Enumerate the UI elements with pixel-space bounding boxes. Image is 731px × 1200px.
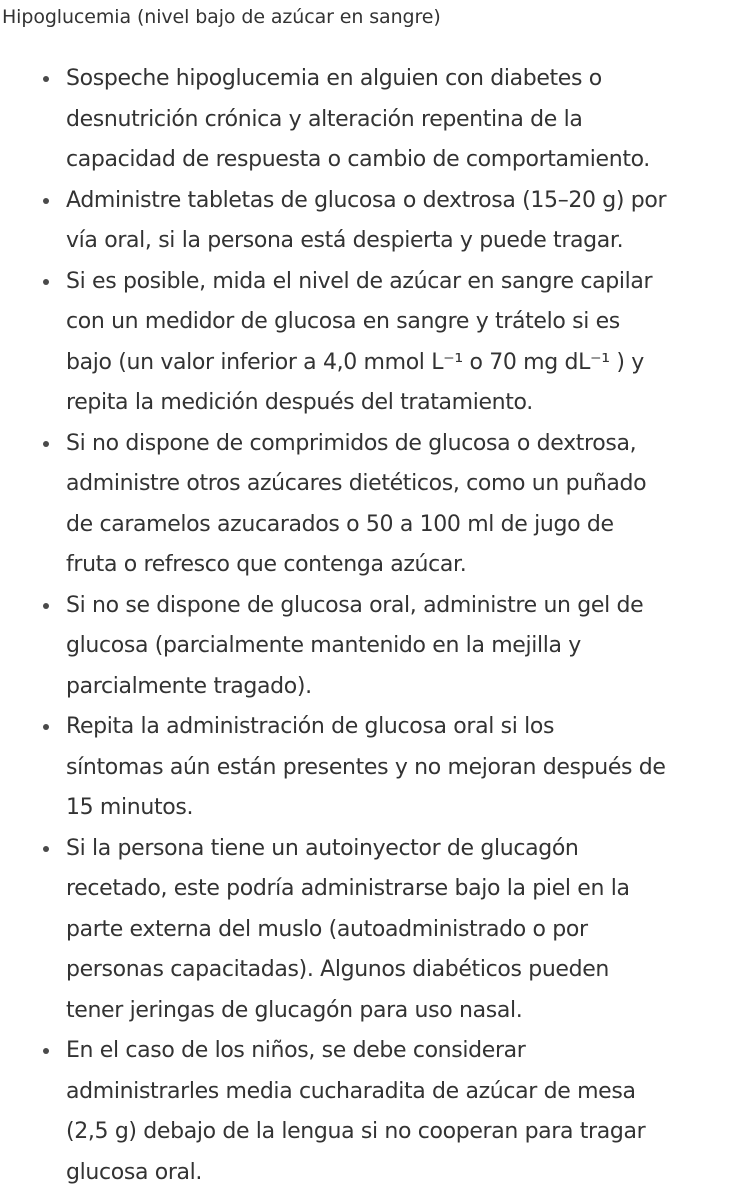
- bullet-list: [0, 59, 731, 1193]
- list-item: [0, 424, 731, 586]
- text-line: con un medidor de glucosa en sangre y trátelo si es: [66, 309, 620, 334]
- text-line: Si no dispone de comprimidos de glucosa o dextrosa,: [66, 430, 637, 456]
- text-line: fruta o refresco que contenga azúcar.: [66, 552, 467, 577]
- list-item: [0, 181, 731, 262]
- text-line: bajo (un valor inferior a 4,0 mmol L⁻¹ o 70 mg dL⁻¹ ) y: [66, 349, 644, 375]
- list-item-text: [66, 424, 721, 586]
- text-line: parcialmente tragado).: [66, 673, 312, 699]
- bullet-dot-icon: [43, 724, 49, 730]
- text-line: vía oral, si la persona está despierta y puede tragar.: [66, 228, 624, 253]
- list-item-text: [66, 707, 721, 829]
- bullet-dot-icon: [43, 1048, 49, 1054]
- text-line: Sospeche hipoglucemia en alguien con diabetes o: [66, 66, 602, 91]
- text-line: administrarles media cucharadita de azúcar de mesa: [66, 1078, 636, 1104]
- text-line: síntomas aún están presentes y no mejoran después de: [66, 754, 666, 780]
- bullet-dot-icon: [43, 441, 49, 447]
- list-item: [0, 586, 731, 708]
- list-item: [0, 262, 731, 424]
- text-line: En el caso de los niños, se debe considerar: [66, 1038, 526, 1063]
- text-line: recetado, este podría administrarse bajo la piel en la: [66, 876, 630, 901]
- text-line: administre otros azúcares dietéticos, como un puñado: [66, 471, 647, 496]
- text-line: glucosa oral.: [66, 1159, 203, 1185]
- list-item: [0, 59, 731, 181]
- list-item: [0, 1031, 731, 1193]
- list-item: [0, 829, 731, 1032]
- text-line: Administre tabletas de glucosa o dextrosa (15–20 g) por: [66, 187, 667, 213]
- bullet-dot-icon: [43, 279, 49, 285]
- text-line: (2,5 g) debajo de la lengua si no cooperan para tragar: [66, 1119, 646, 1144]
- bullet-dot-icon: [43, 603, 49, 609]
- list-item-text: [66, 829, 721, 1032]
- bullet-dot-icon: [43, 198, 49, 204]
- text-line: repita la medición después del tratamiento.: [66, 390, 533, 415]
- list-item-text: [66, 1031, 721, 1193]
- list-item-text: [66, 586, 721, 708]
- list-item-text: [66, 59, 721, 181]
- text-line: 15 minutos.: [66, 795, 194, 820]
- list-item-text: [66, 262, 721, 424]
- text-line: Si no se dispone de glucosa oral, administre un gel de: [66, 592, 644, 618]
- text-line: de caramelos azucarados o 50 a 100 ml de jugo de: [66, 511, 614, 537]
- text-line: Si la persona tiene un autoinyector de glucagón: [66, 835, 579, 861]
- bullet-dot-icon: [43, 76, 49, 82]
- text-line: parte externa del muslo (autoadministrado o por: [66, 916, 588, 942]
- text-line: desnutrición crónica y alteración repentina de la: [66, 106, 583, 132]
- text-line: personas capacitadas). Algunos diabéticos pueden: [66, 957, 609, 982]
- list-item-text: [66, 181, 721, 262]
- bullet-dot-icon: [43, 846, 49, 852]
- text-line: glucosa (parcialmente mantenido en la mejilla y: [66, 633, 581, 658]
- section-heading: Hipoglucemia (nivel bajo de azúcar en sangre): [2, 6, 441, 28]
- text-line: capacidad de respuesta o cambio de comportamiento.: [66, 147, 650, 172]
- text-line: tener jeringas de glucagón para uso nasal.: [66, 997, 523, 1023]
- list-item: [0, 707, 731, 829]
- text-line: Repita la administración de glucosa oral si los: [66, 714, 555, 739]
- text-line: Si es posible, mida el nivel de azúcar en sangre capilar: [66, 268, 653, 294]
